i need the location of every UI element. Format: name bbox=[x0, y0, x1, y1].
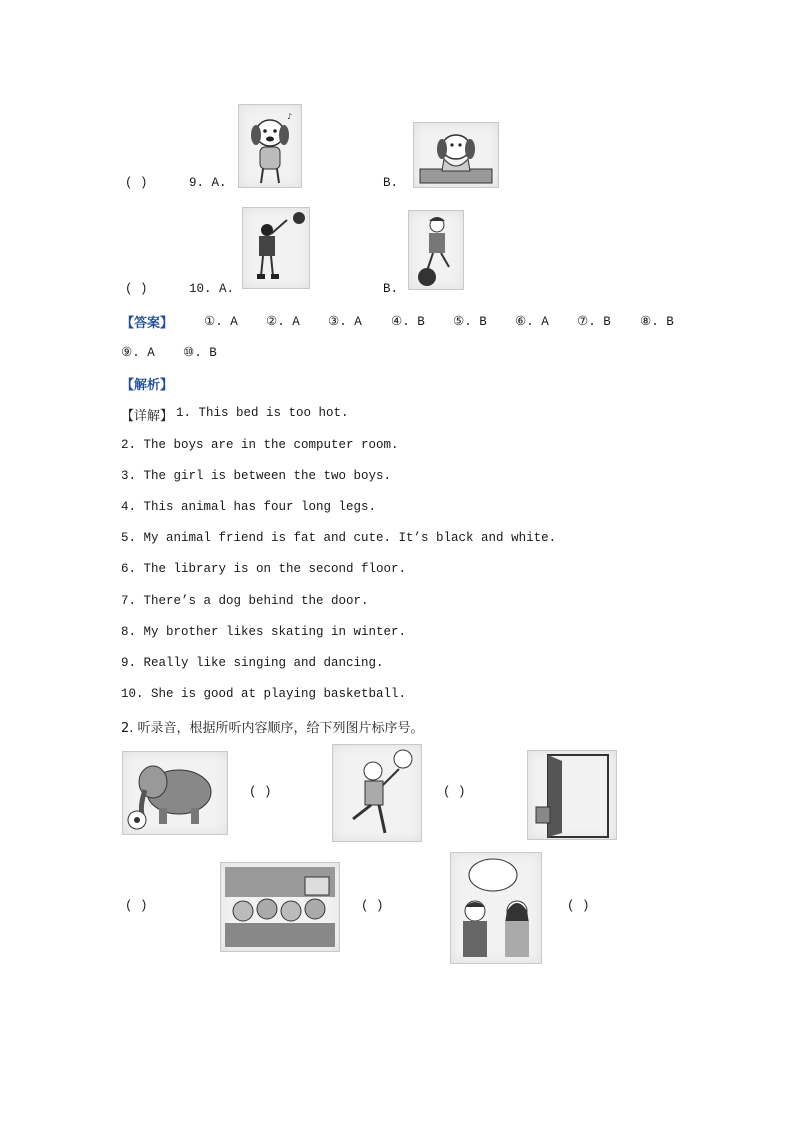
two-kids-paren: ( ) bbox=[567, 899, 590, 913]
boy-kicking-ball-icon bbox=[333, 745, 421, 841]
answer-item-5: ⑤. B bbox=[453, 315, 487, 329]
boy-girl-talking-icon bbox=[451, 853, 541, 963]
dog-behind-door-icon bbox=[528, 751, 616, 839]
q10-option-b-image bbox=[408, 210, 464, 290]
two-kids-image bbox=[450, 852, 542, 964]
boy-kicking-image bbox=[332, 744, 422, 842]
analysis-line-6: 6. The library is on the second floor. bbox=[121, 562, 407, 576]
answer-item-6: ⑥. A bbox=[515, 315, 549, 329]
answer-item-4: ④. B bbox=[391, 315, 425, 329]
girl-football-icon bbox=[409, 211, 463, 289]
dog-on-bed-icon bbox=[414, 123, 498, 187]
answer-item-2: ②. A bbox=[266, 315, 300, 329]
q9-option-b-label: B. bbox=[383, 176, 399, 190]
section2-title: 2. 听录音，根据所听内容顺序，给下列图片标序号。 bbox=[121, 721, 424, 736]
computer-room-paren: ( ) bbox=[361, 899, 384, 913]
svg-text:♪: ♪ bbox=[287, 112, 293, 121]
analysis-tag: 【解析】 bbox=[121, 378, 174, 393]
answer-item-8: ⑧. B bbox=[640, 315, 674, 329]
elephant-image bbox=[122, 751, 228, 835]
q9-answer-paren: ( ) bbox=[125, 176, 148, 190]
q9-option-a-label: 9. A. bbox=[189, 176, 227, 190]
analysis-line-4: 4. This animal has four long legs. bbox=[121, 500, 377, 514]
elephant-ball-icon bbox=[123, 752, 227, 834]
analysis-line-8: 8. My brother likes skating in winter. bbox=[121, 625, 407, 639]
analysis-line-3: 3. The girl is between the two boys. bbox=[121, 469, 392, 483]
detail-tag: 【详解】 bbox=[121, 409, 174, 424]
analysis-line-10: 10. She is good at playing basketball. bbox=[121, 687, 407, 701]
analysis-line-2: 2. The boys are in the computer room. bbox=[121, 438, 399, 452]
answer-item-9: ⑨. A bbox=[121, 346, 155, 360]
boys-computer-room-icon bbox=[221, 863, 339, 951]
analysis-line-7: 7. There’s a dog behind the door. bbox=[121, 594, 369, 608]
answer-item-10: ⑩. B bbox=[183, 346, 217, 360]
q10-option-a-image bbox=[242, 207, 310, 289]
q10-option-a-label: 10. A. bbox=[189, 282, 235, 296]
answer-item-1: ①. A bbox=[204, 315, 238, 329]
girl-basketball-icon bbox=[243, 208, 309, 288]
q10-option-b-label: B. bbox=[383, 282, 399, 296]
door-image bbox=[527, 750, 617, 840]
answer-item-3: ③. A bbox=[328, 315, 362, 329]
analysis-line-1: 1. This bed is too hot. bbox=[176, 406, 349, 420]
q9-option-a-image bbox=[238, 104, 302, 188]
computer-room-image bbox=[220, 862, 340, 952]
q10-answer-paren: ( ) bbox=[125, 282, 148, 296]
q9-option-b-image bbox=[413, 122, 499, 188]
analysis-line-9: 9. Really like singing and dancing. bbox=[121, 656, 384, 670]
answer-tag: 【答案】 bbox=[121, 316, 174, 331]
answer-item-7: ⑦. B bbox=[577, 315, 611, 329]
analysis-line-5: 5. My animal friend is fat and cute. It’s black and white. bbox=[121, 531, 557, 545]
boy-kicking-paren: ( ) bbox=[443, 785, 466, 799]
door-paren: ( ) bbox=[125, 899, 148, 913]
elephant-paren: ( ) bbox=[249, 785, 272, 799]
dog-singing-icon bbox=[239, 105, 301, 187]
